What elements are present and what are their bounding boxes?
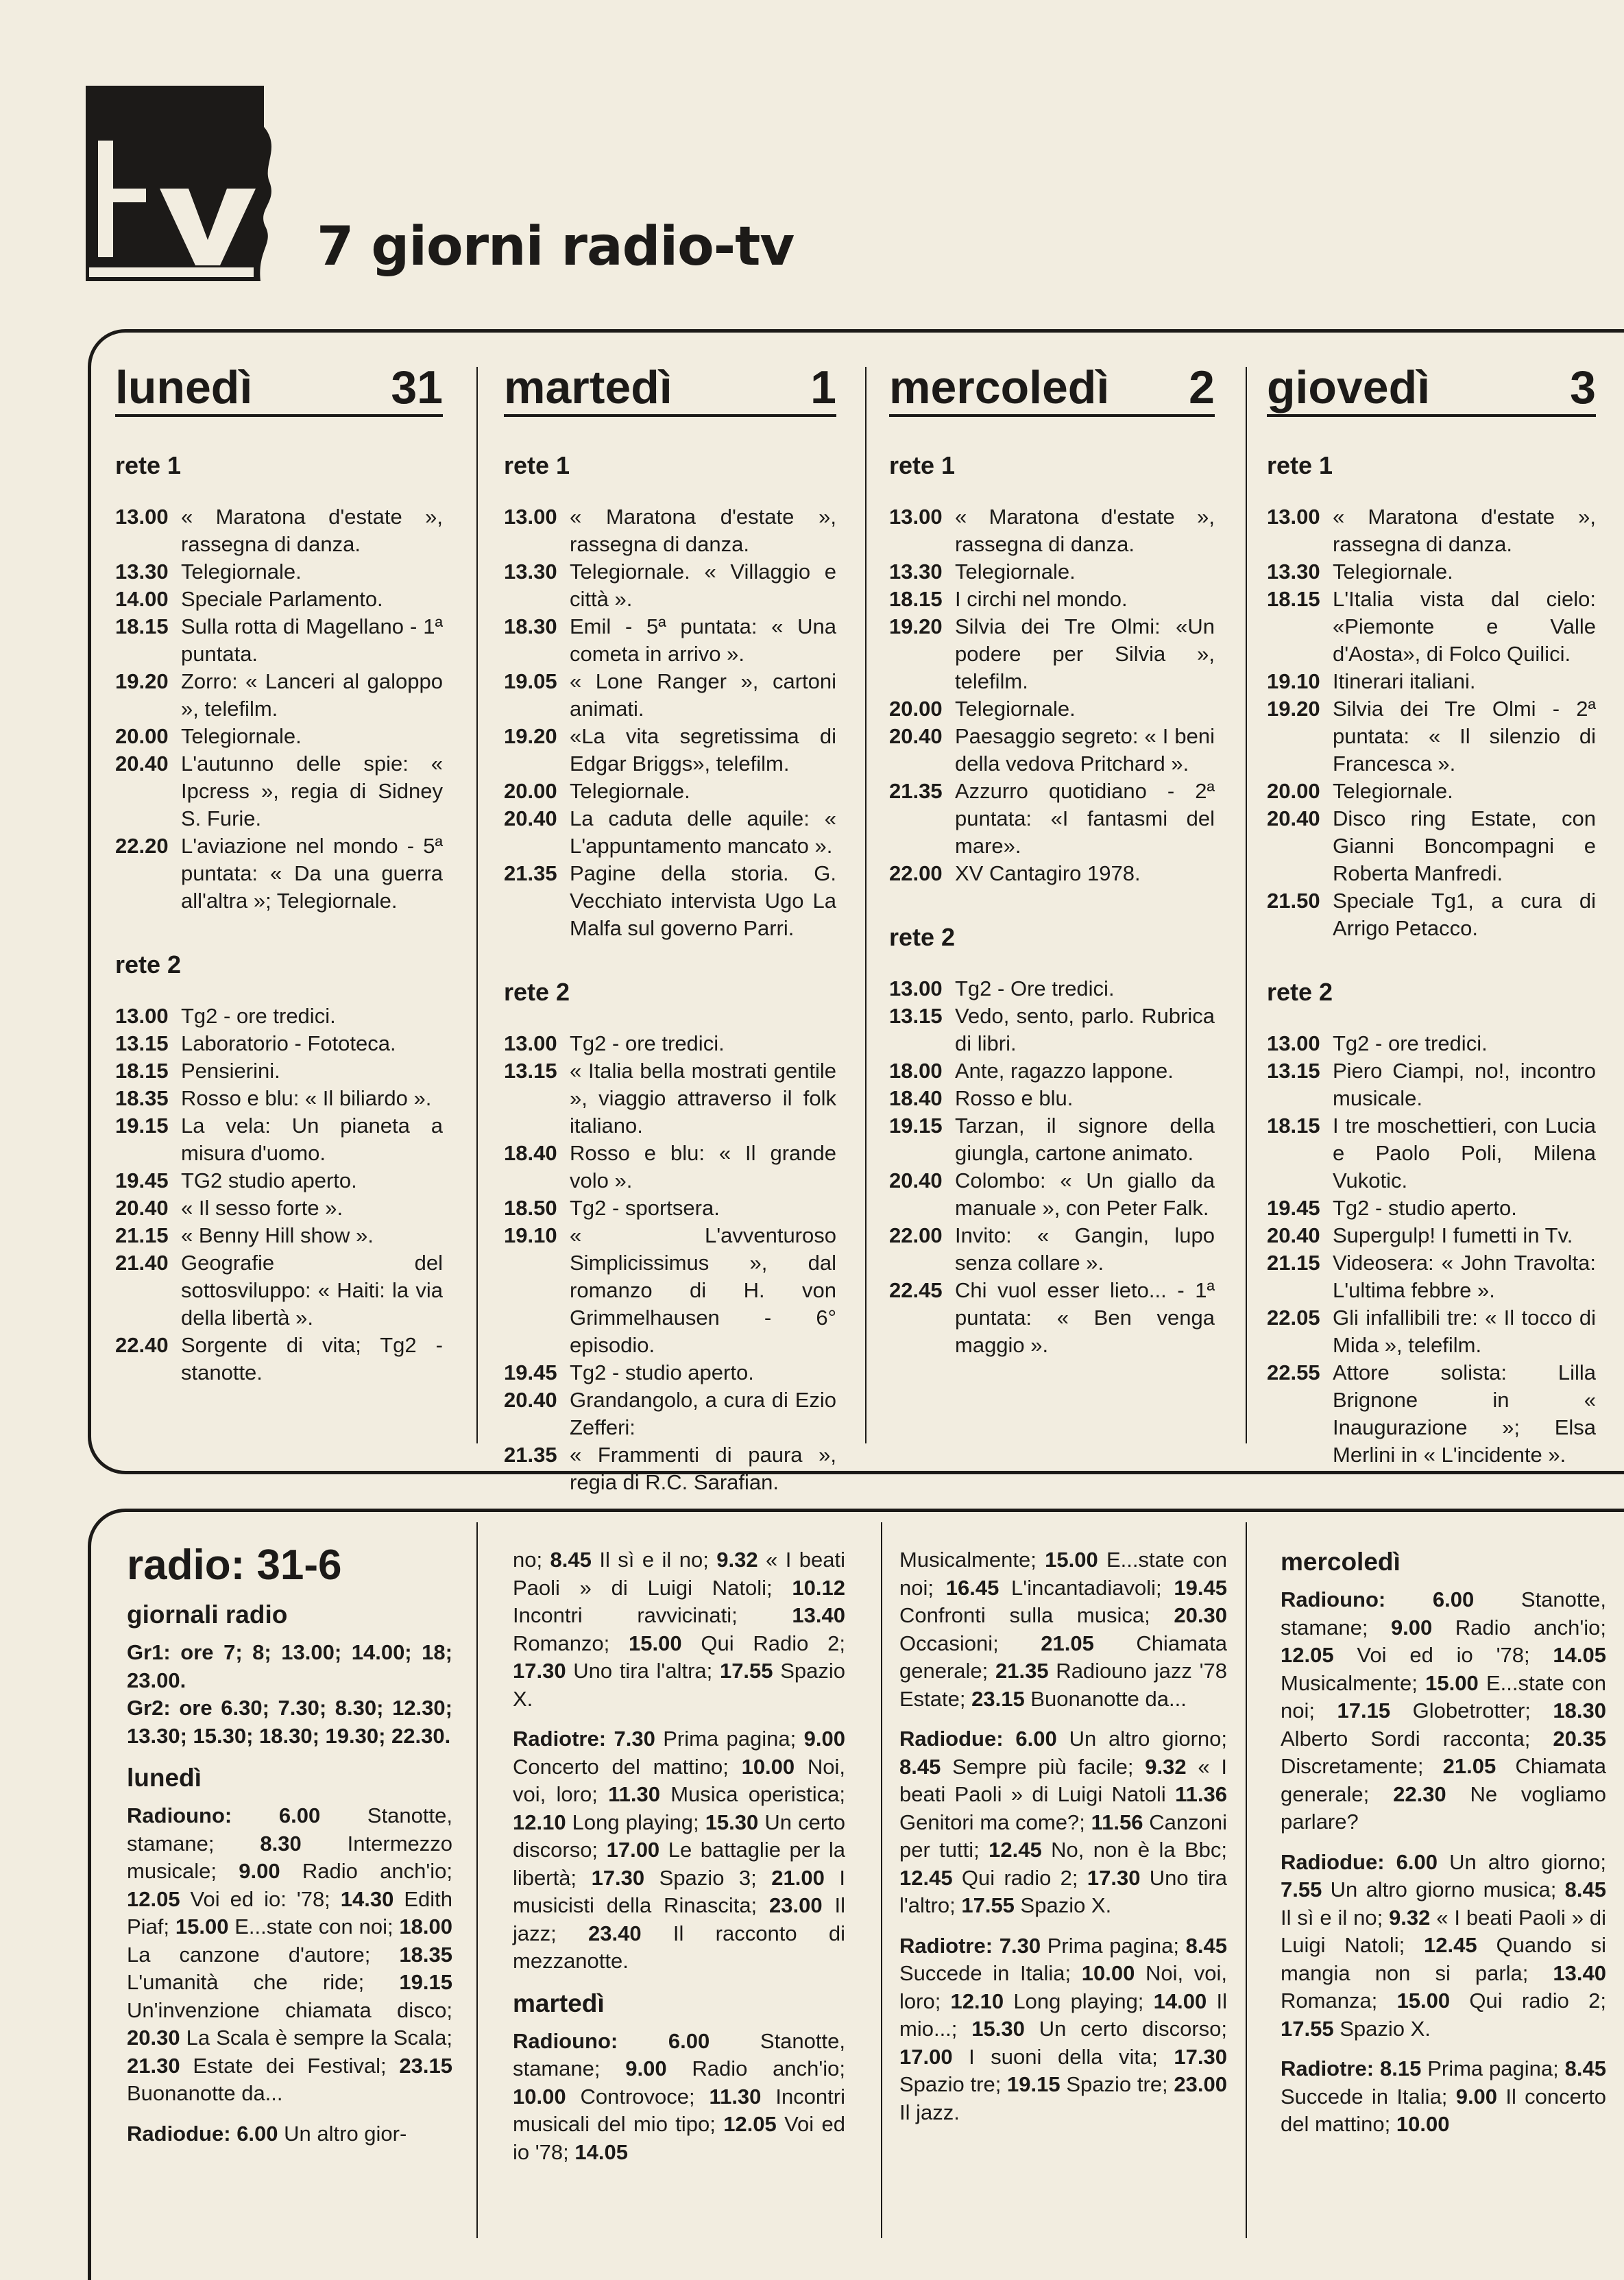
program-time: 13.00: [1267, 1031, 1320, 1055]
program-title: I circhi nel mondo.: [955, 587, 1128, 611]
program-title: Invito: « Gangin, lupo senza collare ».: [955, 1223, 1215, 1275]
program-row: [504, 778, 836, 805]
program-title: Speciale Tg1, a cura di Arrigo Petacco.: [1333, 889, 1596, 940]
program-time: 21.15: [115, 1223, 169, 1247]
column-divider: [476, 1522, 478, 2238]
program-time: 19.45: [115, 1168, 169, 1192]
program-row: [115, 613, 443, 668]
program-title: « Maratona d'estate », rassegna di danza.: [181, 505, 443, 556]
program-time: 20.40: [504, 806, 557, 830]
program-time: 18.35: [115, 1086, 169, 1110]
program-time: 22.40: [115, 1333, 169, 1357]
gr2-times: Gr2: ore 6.30; 7.30; 8.30; 12.30; 13.30; 15.30; 18.30; 19.30; 22.30.: [127, 1696, 452, 1748]
program-row: [504, 613, 836, 668]
program-row: [504, 558, 836, 613]
program-title: Telegiornale.: [1333, 779, 1453, 803]
program-title: « L'avventuroso Simplicissimus », dal romanzo di H. von Grimmelhausen - 6° episodio.: [570, 1223, 836, 1357]
giornali-radio-heading: giornali radio: [127, 1600, 288, 1629]
program-time: 19.15: [115, 1114, 169, 1138]
program-time: 19.45: [504, 1360, 557, 1384]
program-row: [115, 1112, 443, 1167]
program-row: [1267, 1249, 1596, 1304]
radio-paragraph: Radiodue: 6.00 Un altro giorno; 8.45 Sempre più facile; 9.32 « I beati Paoli » di Luigi Natoli 11.36 Genitori ma come?; 11.56 Canzoni per tutti; 12.45 No, non è la Bbc; 12.45 Qui radio 2; 17.30 Uno tira l'altro; 17.55 Spazio X.: [899, 1727, 1227, 1917]
program-title: Geografie del sottosviluppo: « Haiti: la via della libertà ».: [181, 1251, 443, 1330]
program-time: 13.00: [889, 505, 943, 529]
program-row: [889, 975, 1215, 1003]
program-time: 22.45: [889, 1278, 943, 1302]
program-title: Gli infallibili tre: « Il tocco di Mida », telefilm.: [1333, 1306, 1596, 1357]
program-title: Disco ring Estate, con Gianni Boncompagni e Roberta Manfredi.: [1333, 806, 1596, 885]
program-time: 19.20: [889, 614, 943, 638]
radio-column-3: [899, 1546, 1227, 2139]
program-title: Silvia dei Tre Olmi - 2ª puntata: « Il silenzio di Francesca ».: [1333, 697, 1596, 776]
program-row: [1267, 558, 1596, 586]
program-title: Vedo, sento, parlo. Rubrica di libri.: [955, 1004, 1215, 1055]
program-row: [115, 750, 443, 832]
program-row: [1267, 1195, 1596, 1222]
radio-paragraph: Radiouno: 6.00 Stanotte, stamane; 8.30 Intermezzo musicale; 9.00 Radio anch'io; 12.05 Voi ed io: '78; 14.30 Edith Piaf; 15.00 E...state con noi; 18.00 La canzone d'autore; 18.35 L'umanità che ride; 19.15 Un'invenzione chiamata disco; 20.30 La Scala è sempre la Scala; 21.30 Estate dei Festival; 23.15 Buonanotte da...: [127, 1803, 453, 2105]
program-row: [504, 1222, 836, 1359]
program-row: [504, 1359, 836, 1387]
program-title: Pensierini.: [181, 1059, 280, 1083]
program-row: [115, 1222, 443, 1249]
program-title: XV Cantagiro 1978.: [955, 861, 1141, 885]
program-row: [115, 503, 443, 558]
program-time: 20.40: [1267, 1223, 1320, 1247]
tv-day-column: [504, 363, 836, 1496]
program-time: 22.55: [1267, 1360, 1320, 1384]
program-row: [115, 1057, 443, 1085]
program-title: Supergulp! I fumetti in Tv.: [1333, 1223, 1573, 1247]
program-row: [889, 1003, 1215, 1057]
program-title: Tarzan, il signore della giungla, cartone animato.: [955, 1114, 1215, 1165]
program-title: Emil - 5ª puntata: « Una cometa in arrivo ».: [570, 614, 836, 666]
program-title: Ante, ragazzo lappone.: [955, 1059, 1174, 1083]
program-row: [504, 723, 836, 778]
program-time: 20.40: [889, 724, 943, 748]
program-title: Telegiornale.: [570, 779, 690, 803]
program-time: 13.00: [889, 976, 943, 1000]
program-row: [889, 1277, 1215, 1359]
program-row: [889, 1167, 1215, 1222]
column-divider: [881, 1522, 882, 2238]
program-row: [1267, 503, 1596, 558]
program-time: 18.15: [1267, 587, 1320, 611]
program-time: 21.40: [115, 1251, 169, 1275]
program-row: [115, 1195, 443, 1222]
program-time: 18.30: [504, 614, 557, 638]
program-time: 19.20: [1267, 697, 1320, 721]
program-time: 13.00: [504, 505, 557, 529]
program-row: [889, 586, 1215, 613]
program-title: «La vita segretissima di Edgar Briggs», telefilm.: [570, 724, 836, 776]
program-row: [1267, 1030, 1596, 1057]
column-divider: [865, 367, 866, 1443]
day-name: martedì: [504, 361, 672, 413]
program-row: [1267, 668, 1596, 695]
program-title: I tre moschettieri, con Lucia e Paolo Poli, Milena Vukotic.: [1333, 1114, 1596, 1192]
program-time: 19.05: [504, 669, 557, 693]
program-title: « Italia bella mostrati gentile », viaggio attraverso il folk italiano.: [570, 1059, 836, 1138]
radio-paragraph: Radiotre: 7.30 Prima pagina; 8.45 Succede in Italia; 10.00 Noi, voi, loro; 12.10 Long playing; 14.00 Il mio...; 15.30 Un certo discorso; 17.00 I suoni della vita; 17.30 Spazio tre; 19.15 Spazio tre; 23.00 Il jazz.: [899, 1933, 1227, 2124]
radio-paragraph: Radiouno: 6.00 Stanotte, stamane; 9.00 Radio anch'io; 12.05 Voi ed io '78; 14.05 Musicalmente; 15.00 E...state con noi; 17.15 Globetrotter; 18.30 Alberto Sordi racconta; 20.35 Discretamente; 21.05 Chiamata generale; 22.30 Ne vogliamo parlare?: [1281, 1587, 1606, 1834]
program-row: [889, 558, 1215, 586]
program-title: Tg2 - sportsera.: [570, 1196, 720, 1220]
program-row: [889, 723, 1215, 778]
program-row: [115, 1249, 443, 1332]
program-title: Telegiornale.: [955, 560, 1076, 584]
program-title: Azzurro quotidiano - 2ª puntata: «I fantasmi del mare».: [955, 779, 1215, 858]
radio-paragraph: Musicalmente; 15.00 E...state con noi; 16.45 L'incantadiavoli; 19.45 Confronti sulla musica; 20.30 Occasioni; 21.05 Chiamata generale; 21.35 Radiouno jazz '78 Estate; 23.15 Buonanotte da...: [899, 1548, 1227, 1711]
program-time: 19.10: [1267, 669, 1320, 693]
radio-paragraph: Radiouno: 6.00 Stanotte, stamane; 9.00 Radio anch'io; 10.00 Controvoce; 11.30 Incontri musicali del mio tipo; 12.05 Voi ed io '78; 14.05: [513, 2028, 845, 2164]
day-header: [889, 363, 1215, 417]
program-title: « Maratona d'estate », rassegna di danza.: [955, 505, 1215, 556]
program-time: 19.20: [115, 669, 169, 693]
program-time: 13.30: [115, 560, 169, 584]
program-row: [504, 1195, 836, 1222]
radio-column-2: [513, 1546, 845, 2179]
program-time: 18.40: [504, 1141, 557, 1165]
program-time: 18.15: [1267, 1114, 1320, 1138]
channel-heading: rete 2: [889, 923, 956, 951]
program-time: 19.45: [1267, 1196, 1320, 1220]
program-row: [504, 1140, 836, 1195]
tv-day-column: [115, 363, 443, 1387]
program-row: [1267, 1359, 1596, 1469]
program-row: [889, 1085, 1215, 1112]
program-time: 22.20: [115, 834, 169, 858]
program-title: « Frammenti di paura », regia di R.C. Sarafian.: [570, 1443, 836, 1494]
program-title: Speciale Parlamento.: [181, 587, 383, 611]
channel-heading: rete 1: [115, 451, 182, 479]
program-time: 20.40: [504, 1388, 557, 1412]
program-time: 19.10: [504, 1223, 557, 1247]
program-time: 14.00: [115, 587, 169, 611]
program-time: 18.15: [889, 587, 943, 611]
program-title: Colombo: « Un giallo da manuale », con Peter Falk.: [955, 1168, 1215, 1220]
radio-paragraph: no; 8.45 Il sì e il no; 9.32 « I beati Paoli » di Luigi Natoli; 10.12 Incontri ravvicinati; 13.40 Romanzo; 15.00 Qui Radio 2; 17.30 Uno tira l'altra; 17.55 Spazio X.: [513, 1548, 845, 1711]
program-time: 21.35: [504, 861, 557, 885]
program-row: [115, 558, 443, 586]
program-time: 18.15: [115, 1059, 169, 1083]
program-title: Paesaggio segreto: « I beni della vedova Pritchard ».: [955, 724, 1215, 776]
program-title: Chi vuol esser lieto... - 1ª puntata: « Ben venga maggio ».: [955, 1278, 1215, 1357]
program-row: [889, 1112, 1215, 1167]
day-number: 31: [391, 361, 443, 413]
program-time: 13.30: [504, 560, 557, 584]
program-time: 13.15: [504, 1059, 557, 1083]
program-title: Tg2 - studio aperto.: [570, 1360, 754, 1384]
program-time: 13.15: [115, 1031, 169, 1055]
radio-paragraph: Radiodue: 6.00 Un altro giorno; 7.55 Un altro giorno musica; 8.45 Il sì e il no; 9.32 « I beati Paoli » di Luigi Natoli; 12.45 Quando si mangia non si parla; 13.40 Romanza; 15.00 Qui radio 2; 17.55 Spazio X.: [1281, 1849, 1606, 2041]
program-time: 20.00: [889, 697, 943, 721]
program-title: L'aviazione nel mondo - 5ª puntata: « Da una guerra all'altra »; Telegiornale.: [181, 834, 443, 913]
program-row: [889, 695, 1215, 723]
program-time: 13.30: [889, 560, 943, 584]
channel-heading: rete 1: [889, 451, 956, 479]
day-name: mercoledì: [889, 361, 1110, 413]
program-title: « Benny Hill show ».: [181, 1223, 374, 1247]
program-title: Sulla rotta di Magellano - 1ª puntata.: [181, 614, 443, 666]
channel-heading: rete 2: [504, 978, 570, 1006]
radio-paragraph: Radiotre: 7.30 Prima pagina; 9.00 Concerto del mattino; 10.00 Noi, voi, loro; 11.30 Musica operistica; 12.10 Long playing; 15.30 Un certo discorso; 17.00 Le battaglie per la libertà; 17.30 Spazio 3; 21.00 I musicisti della Rinascita; 23.00 Il jazz; 23.40 Il racconto di mezzanotte.: [513, 1727, 845, 1973]
program-time: 18.50: [504, 1196, 557, 1220]
program-title: Telegiornale.: [181, 724, 302, 748]
tv-day-column: [1267, 363, 1596, 1469]
program-title: Telegiornale.: [955, 697, 1076, 721]
program-time: 20.40: [889, 1168, 943, 1192]
program-title: Rosso e blu: « Il biliardo ».: [181, 1086, 432, 1110]
program-title: Tg2 - studio aperto.: [1333, 1196, 1517, 1220]
program-time: 13.00: [115, 505, 169, 529]
program-title: TG2 studio aperto.: [181, 1168, 357, 1192]
day-header: [504, 363, 836, 417]
program-time: 13.15: [1267, 1059, 1320, 1083]
program-time: 18.40: [889, 1086, 943, 1110]
program-title: Tg2 - ore tredici.: [181, 1004, 336, 1028]
program-title: « Maratona d'estate », rassegna di danza.: [1333, 505, 1596, 556]
program-title: Rosso e blu: « Il grande volo ».: [570, 1141, 836, 1192]
program-title: Laboratorio - Fototeca.: [181, 1031, 396, 1055]
channel-heading: rete 2: [115, 950, 182, 979]
program-row: [889, 860, 1215, 887]
program-title: Rosso e blu.: [955, 1086, 1074, 1110]
page-title: 7 giorni radio-tv: [317, 216, 795, 278]
column-divider: [1246, 1522, 1247, 2238]
program-row: [1267, 695, 1596, 778]
program-time: 19.15: [889, 1114, 943, 1138]
program-row: [504, 1057, 836, 1140]
program-row: [889, 1057, 1215, 1085]
program-title: Telegiornale.: [181, 560, 302, 584]
program-row: [115, 832, 443, 915]
program-row: [115, 723, 443, 750]
program-time: 18.00: [889, 1059, 943, 1083]
day-number: 1: [810, 361, 836, 413]
program-row: [115, 1085, 443, 1112]
program-time: 22.05: [1267, 1306, 1320, 1330]
program-time: 21.50: [1267, 889, 1320, 913]
column-divider: [476, 367, 478, 1443]
program-title: Telegiornale.: [1333, 560, 1453, 584]
program-time: 20.40: [115, 1196, 169, 1220]
radio-day-heading: mercoledì: [1281, 1548, 1401, 1576]
program-title: « Maratona d'estate », rassegna di danza.: [570, 505, 836, 556]
day-name: giovedì: [1267, 361, 1431, 413]
program-row: [1267, 586, 1596, 668]
program-row: [504, 805, 836, 860]
program-title: Tg2 - Ore tredici.: [955, 976, 1115, 1000]
program-row: [1267, 1112, 1596, 1195]
program-title: « Il sesso forte ».: [181, 1196, 343, 1220]
day-number: 3: [1570, 361, 1596, 413]
program-row: [115, 668, 443, 723]
program-title: Pagine della storia. G. Vecchiato intervista Ugo La Malfa sul governo Parri.: [570, 861, 836, 940]
program-row: [504, 668, 836, 723]
program-row: [889, 1222, 1215, 1277]
program-time: 13.00: [504, 1031, 557, 1055]
program-title: Silvia dei Tre Olmi: «Un podere per Silvia », telefilm.: [955, 614, 1215, 693]
program-time: 13.00: [115, 1004, 169, 1028]
radio-paragraph: Radiodue: 6.00 Un altro gior-: [127, 2121, 407, 2146]
program-row: [1267, 778, 1596, 805]
program-title: Zorro: « Lanceri al galoppo », telefilm.: [181, 669, 443, 721]
program-time: 22.00: [889, 861, 943, 885]
column-divider: [1246, 367, 1247, 1443]
program-title: Videosera: « John Travolta: L'ultima febbre ».: [1333, 1251, 1596, 1302]
program-row: [1267, 1304, 1596, 1359]
program-row: [889, 613, 1215, 695]
radio-column-1: [127, 1541, 452, 2160]
program-time: 19.20: [504, 724, 557, 748]
program-time: 13.15: [889, 1004, 943, 1028]
program-time: 22.00: [889, 1223, 943, 1247]
program-title: Itinerari italiani.: [1333, 669, 1476, 693]
program-time: 20.00: [504, 779, 557, 803]
day-header: [115, 363, 443, 417]
radio-column-4: [1281, 1546, 1606, 2151]
program-row: [1267, 887, 1596, 942]
program-title: L'autunno delle spie: « Ipcress », regia di Sidney S. Furie.: [181, 752, 443, 830]
program-title: Grandangolo, a cura di Ezio Zefferi:: [570, 1388, 836, 1439]
program-time: 13.00: [1267, 505, 1320, 529]
program-title: La caduta delle aquile: « L'appuntamento mancato ».: [570, 806, 836, 858]
program-time: 20.00: [1267, 779, 1320, 803]
radio-title: radio: 31-6: [127, 1541, 342, 1589]
program-row: [1267, 1222, 1596, 1249]
program-row: [504, 860, 836, 942]
program-row: [1267, 1057, 1596, 1112]
channel-heading: rete 1: [504, 451, 570, 479]
program-row: [504, 1441, 836, 1496]
radio-paragraph: Radiotre: 8.15 Prima pagina; 8.45 Succede in Italia; 9.00 Il concerto del mattino; 10.00: [1281, 2056, 1607, 2136]
program-row: [889, 503, 1215, 558]
program-time: 20.40: [115, 752, 169, 776]
program-row: [504, 1030, 836, 1057]
program-row: [115, 586, 443, 613]
tv-logo: [86, 86, 284, 281]
program-row: [1267, 805, 1596, 887]
program-title: Attore solista: Lilla Brignone in « Inaugurazione »; Elsa Merlini in « L'incidente ».: [1333, 1360, 1596, 1467]
day-header: [1267, 363, 1596, 417]
program-row: [115, 1167, 443, 1195]
program-title: L'Italia vista dal cielo: «Piemonte e Valle d'Aosta», di Folco Quilici.: [1333, 587, 1596, 666]
day-name: lunedì: [115, 361, 253, 413]
program-time: 20.40: [1267, 806, 1320, 830]
radio-day-heading: lunedì: [127, 1764, 202, 1792]
program-row: [115, 1332, 443, 1387]
program-title: « Lone Ranger », cartoni animati.: [570, 669, 836, 721]
program-title: Piero Ciampi, no!, incontro musicale.: [1333, 1059, 1596, 1110]
program-title: Sorgente di vita; Tg2 - stanotte.: [181, 1333, 443, 1384]
program-time: 21.35: [504, 1443, 557, 1467]
program-row: [889, 778, 1215, 860]
program-title: La vela: Un pianeta a misura d'uomo.: [181, 1114, 443, 1165]
program-row: [115, 1003, 443, 1030]
gr1-times: Gr1: ore 7; 8; 13.00; 14.00; 18; 23.00.: [127, 1640, 452, 1692]
day-number: 2: [1189, 361, 1215, 413]
program-time: 21.15: [1267, 1251, 1320, 1275]
channel-heading: rete 1: [1267, 451, 1333, 479]
channel-heading: rete 2: [1267, 978, 1333, 1006]
radio-day-heading: martedì: [513, 1989, 605, 2017]
program-row: [115, 1030, 443, 1057]
program-time: 18.15: [115, 614, 169, 638]
program-time: 20.00: [115, 724, 169, 748]
program-time: 13.30: [1267, 560, 1320, 584]
program-row: [504, 503, 836, 558]
program-row: [504, 1387, 836, 1441]
tv-day-column: [889, 363, 1215, 1359]
program-title: Tg2 - ore tredici.: [570, 1031, 725, 1055]
program-title: Tg2 - ore tredici.: [1333, 1031, 1488, 1055]
program-title: Telegiornale. « Villaggio e città ».: [570, 560, 836, 611]
program-time: 21.35: [889, 779, 943, 803]
